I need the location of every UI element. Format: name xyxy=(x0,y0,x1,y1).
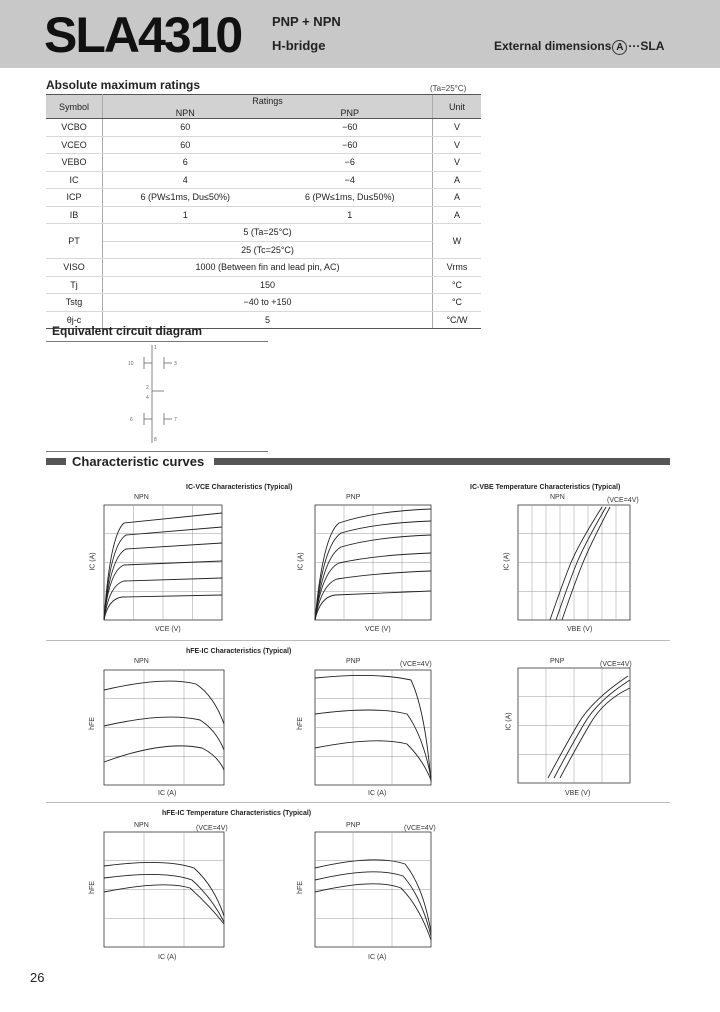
table-row: IB 1 1 A xyxy=(46,206,481,224)
y-axis-label: IC (A) xyxy=(505,712,513,731)
table-row: Tj 150 °C xyxy=(46,276,481,294)
svg-text:7: 7 xyxy=(174,417,177,423)
x-axis-label: VBE (V) xyxy=(567,626,593,633)
equivalent-circuit-diagram xyxy=(120,343,200,451)
table-row: ICP 6 (PW≤1ms, Du≤50%) 6 (PW≤1ms, Du≤50%) A xyxy=(46,189,481,207)
svg-text:4: 4 xyxy=(146,395,149,401)
table-row: VCBO 60 −60 V xyxy=(46,119,481,137)
panel-label-npn: NPN xyxy=(134,494,149,501)
y-axis-label: IC (A) xyxy=(503,552,511,571)
configuration: H-bridge xyxy=(272,38,326,53)
y-axis-label: IC (A) xyxy=(297,552,305,571)
hfe-ic-temp-title: hFE-IC Temperature Characteristics (Typical) xyxy=(162,810,312,817)
x-axis-label: IC (A) xyxy=(158,954,177,961)
graph-ic-vbe-npn xyxy=(518,505,630,620)
condition-label: (VCE=4V) xyxy=(607,497,639,504)
section-bar-left xyxy=(46,458,66,465)
graph-hfe-ic-temp-pnp xyxy=(315,832,431,947)
ic-vbe-title: IC-VBE Temperature Characteristics (Typical) xyxy=(470,484,621,491)
x-axis-label: IC (A) xyxy=(368,954,387,961)
graph-divider xyxy=(46,640,670,641)
graph-ic-vce-pnp xyxy=(315,505,431,620)
svg-text:10: 10 xyxy=(128,361,134,367)
section-bar-right xyxy=(214,458,670,465)
condition-label: (VCE=4V) xyxy=(196,825,228,832)
graph-hfe-ic-temp-npn xyxy=(104,832,224,947)
panel-label-npn: NPN xyxy=(550,494,565,501)
condition-label: (VCE=4V) xyxy=(600,661,632,668)
dimension-letter-badge: A xyxy=(612,40,627,55)
x-axis-label: IC (A) xyxy=(158,790,177,797)
y-axis-label: hFE xyxy=(88,881,96,894)
page-number: 26 xyxy=(30,970,45,985)
header-npn: NPN xyxy=(103,107,268,119)
characteristic-curves-title: Characteristic curves xyxy=(72,454,205,469)
y-axis-label: IC (A) xyxy=(89,552,97,571)
section-divider xyxy=(46,341,268,342)
svg-text:2: 2 xyxy=(146,385,149,391)
panel-label-npn: NPN xyxy=(134,822,149,829)
panel-label-pnp: PNP xyxy=(346,822,361,829)
svg-text:8: 8 xyxy=(154,437,157,443)
svg-text:1: 1 xyxy=(154,345,157,351)
header-pnp: PNP xyxy=(268,107,433,119)
ratings-condition: (Ta=25°C) xyxy=(430,84,467,93)
graph-hfe-ic-npn xyxy=(104,670,224,785)
y-axis-label: hFE xyxy=(296,717,304,730)
svg-text:3: 3 xyxy=(174,361,177,367)
ic-vce-title: IC-VCE Characteristics (Typical) xyxy=(186,484,293,491)
ratings-table xyxy=(46,94,481,329)
panel-label-pnp: PNP xyxy=(346,658,361,665)
y-axis-label: hFE xyxy=(296,881,304,894)
svg-text:6: 6 xyxy=(130,417,133,423)
panel-label-npn: NPN xyxy=(134,658,149,665)
header-ratings: Ratings xyxy=(103,95,433,108)
panel-label-pnp: PNP xyxy=(346,494,361,501)
table-row: VCEO 60 −60 V xyxy=(46,136,481,154)
table-row: θj-c 5 °C/W xyxy=(46,311,481,329)
ratings-title: Absolute maximum ratings xyxy=(46,78,201,92)
section-divider xyxy=(46,451,268,452)
header-symbol: Symbol xyxy=(46,95,103,119)
hfe-ic-title: hFE-IC Characteristics (Typical) xyxy=(186,648,292,655)
graph-ic-vbe-pnp xyxy=(518,668,630,783)
graph-ic-vce-npn xyxy=(104,505,222,620)
table-row: VISO 1000 (Between fin and lead pin, AC) Vrms xyxy=(46,259,481,277)
panel-label-pnp: PNP xyxy=(550,658,565,665)
x-axis-label: VBE (V) xyxy=(565,790,591,797)
header-unit: Unit xyxy=(433,95,482,119)
table-row: Tstg −40 to +150 °C xyxy=(46,294,481,312)
x-axis-label: VCE (V) xyxy=(155,626,181,633)
table-row: VEBO 6 −6 V xyxy=(46,154,481,172)
x-axis-label: VCE (V) xyxy=(365,626,391,633)
graph-hfe-ic-pnp xyxy=(315,670,431,785)
part-number-title: SLA4310 xyxy=(44,7,242,63)
y-axis-label: hFE xyxy=(88,717,96,730)
x-axis-label: IC (A) xyxy=(368,790,387,797)
condition-label: (VCE=4V) xyxy=(404,825,436,832)
table-row: PT 5 (Ta=25°C) W xyxy=(46,224,481,242)
transistor-type: PNP + NPN xyxy=(272,14,341,29)
table-row: 25 (Tc=25°C) xyxy=(46,241,481,259)
table-row: IC 4 −4 A xyxy=(46,171,481,189)
equivalent-circuit-title: Equivalent circuit diagram xyxy=(52,324,203,338)
external-dimensions: External dimensions A ···SLA xyxy=(494,39,665,53)
condition-label: (VCE=4V) xyxy=(400,661,432,668)
graph-divider xyxy=(46,802,670,803)
